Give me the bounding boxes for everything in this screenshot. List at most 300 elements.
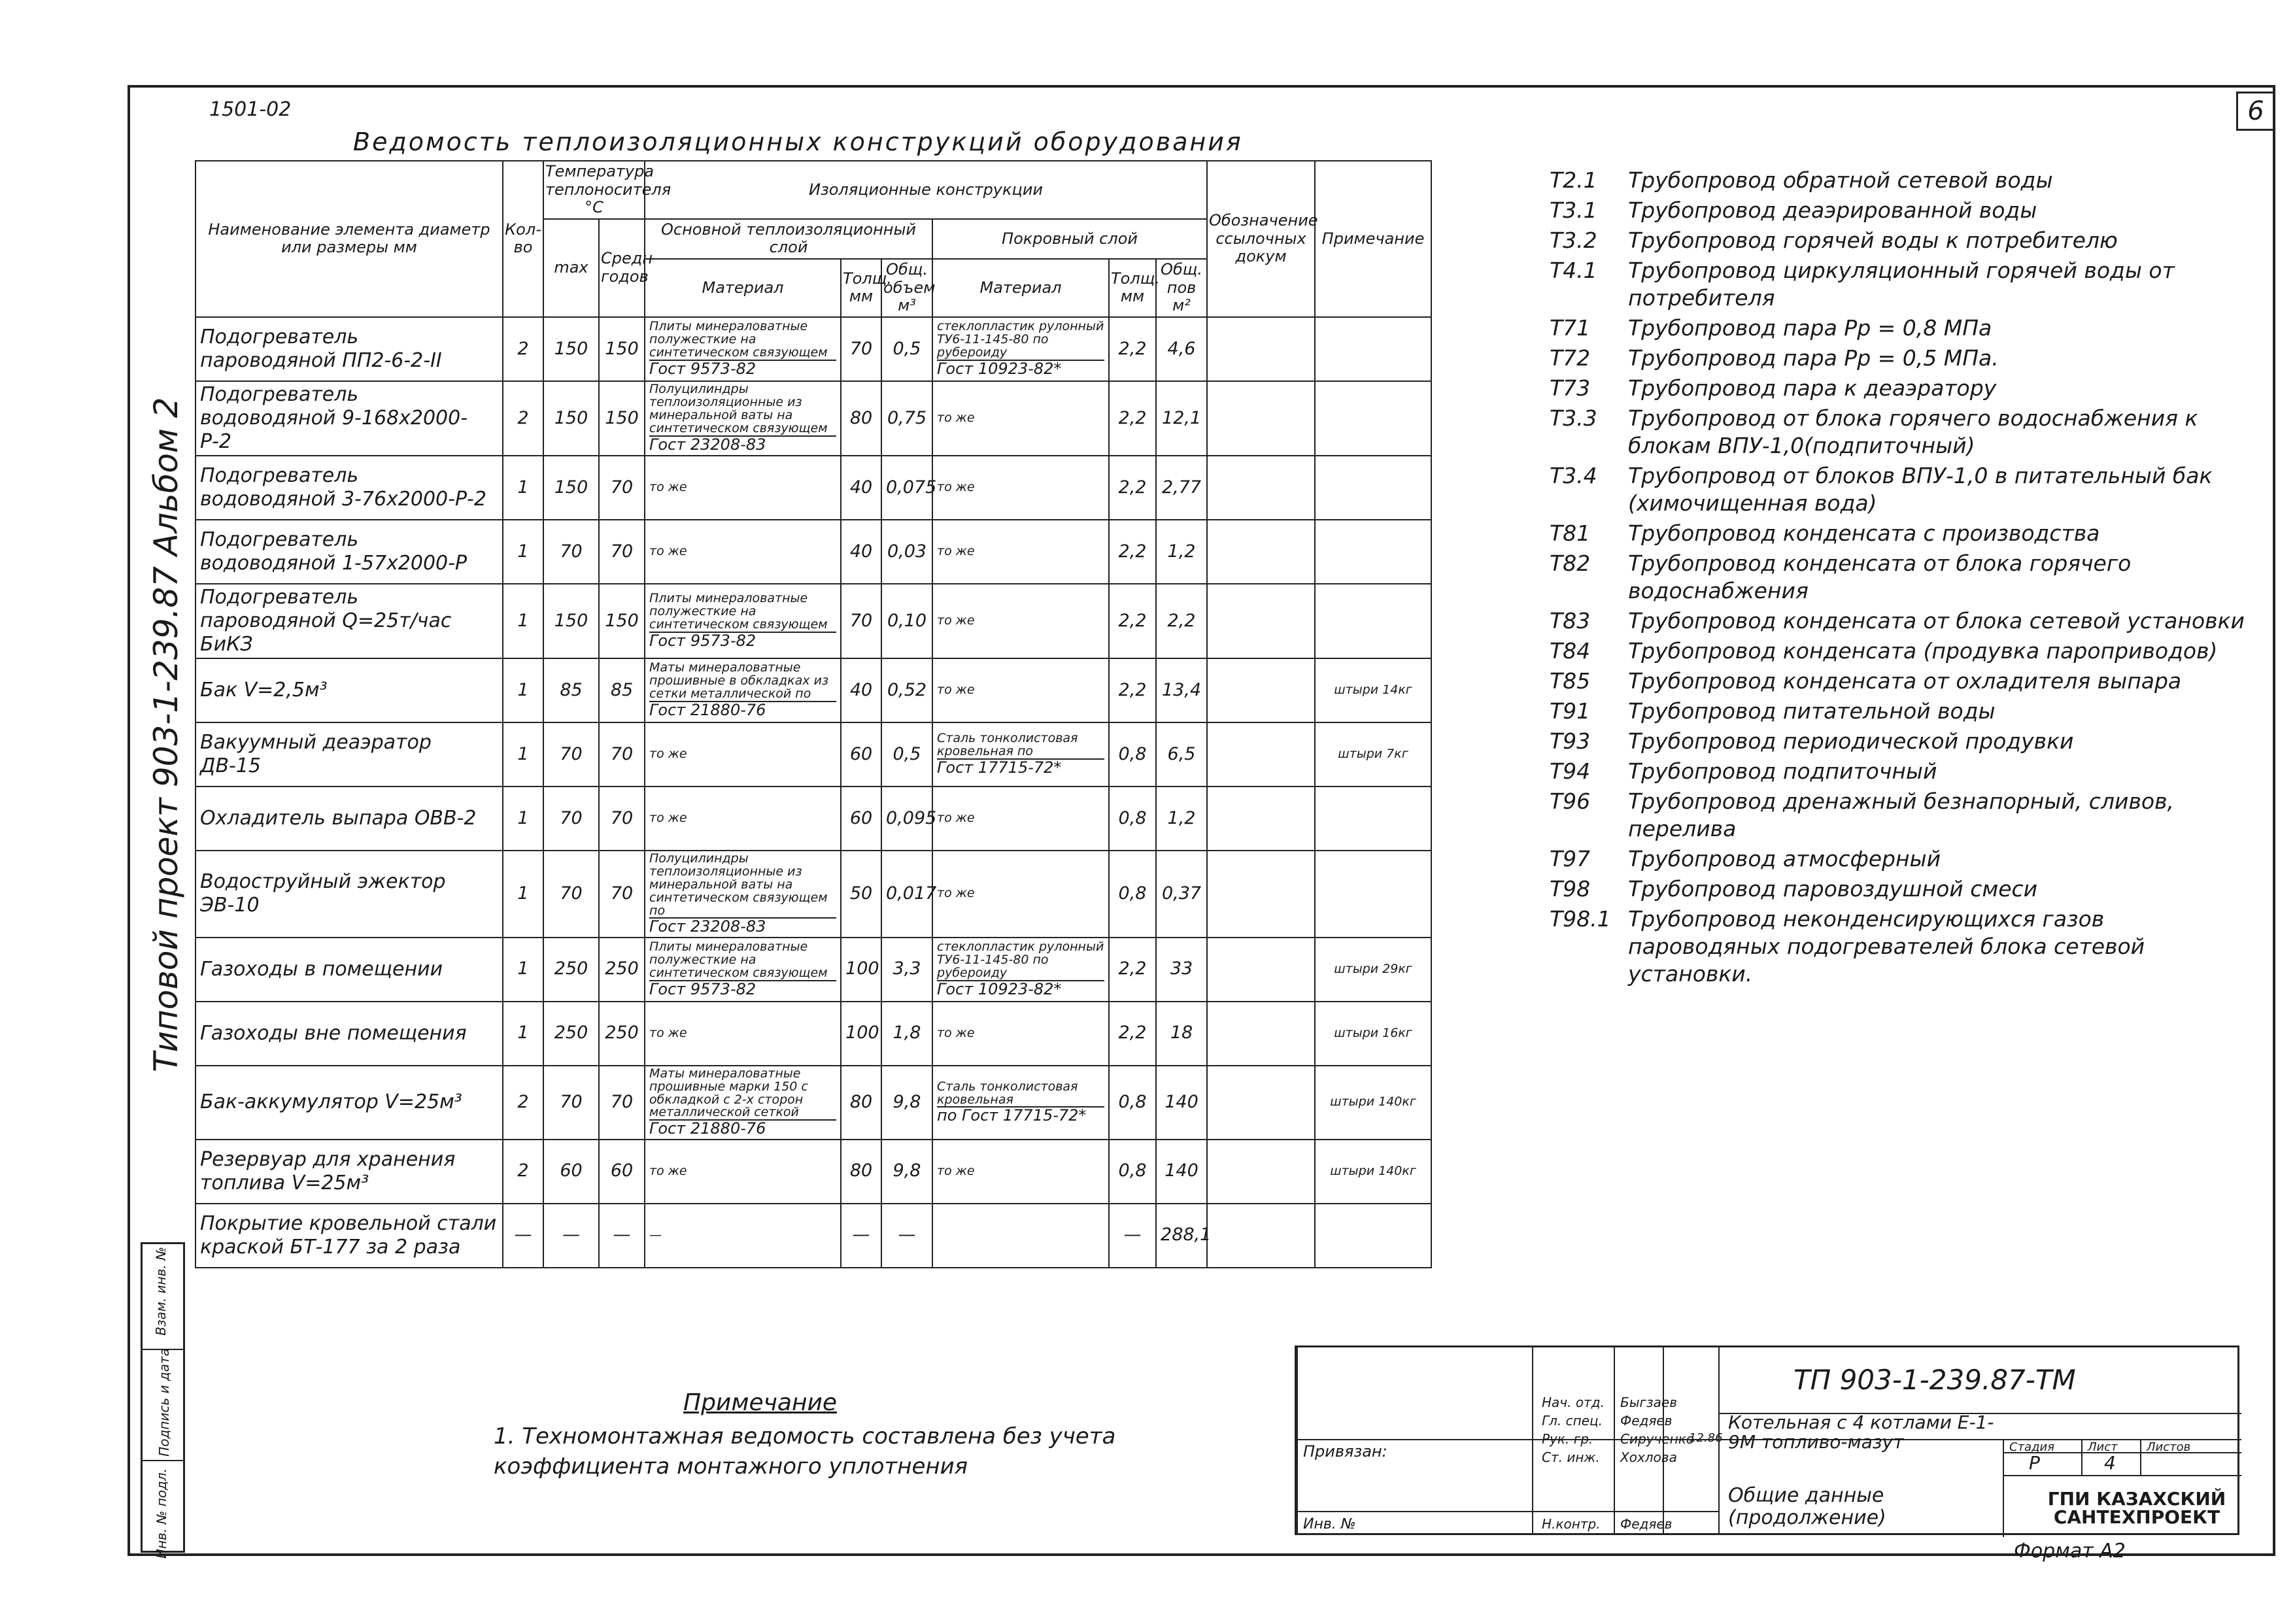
col-header-cover-material: Материал: [932, 259, 1109, 317]
cell-cover-material: [932, 317, 1109, 381]
cell-base-volume: 0,5: [881, 317, 932, 381]
legend-item: [1550, 550, 2256, 605]
legend-text: Трубопровод от блока горячего водоснабжения к блокам ВПУ-1,0(подпиточный): [1628, 405, 2198, 458]
cell-tmax: 150: [543, 584, 599, 658]
cell-base-material: [645, 787, 841, 851]
legend-text: Трубопровод циркуляционный горячей воды от потребителя: [1628, 258, 2175, 311]
cell-qty: 2: [503, 1066, 543, 1140]
cell-tmax: —: [543, 1204, 599, 1268]
cell-base-material: [645, 1204, 841, 1268]
col-header-insulation: Изоляционные конструкции: [645, 161, 1207, 219]
cell-cover-thickness: 2,2: [1109, 658, 1156, 722]
role-name: Федяев: [1620, 1516, 1673, 1532]
cell-tavg: 70: [599, 787, 645, 851]
legend-code: Т2.1: [1550, 167, 1597, 193]
legend-code: Т94: [1550, 758, 1591, 784]
cell-name: Подогреватель пароводяной ПП2-6-2-II: [196, 317, 503, 381]
cell-refs: [1207, 658, 1315, 722]
cell-base-thickness: 80: [841, 1066, 881, 1140]
cell-qty: 2: [503, 317, 543, 381]
cell-base-material: [645, 1002, 841, 1066]
cell-cover-material-text: то же: [937, 410, 975, 425]
cell-note: [1315, 851, 1431, 938]
cell-base-volume: 0,75: [881, 381, 932, 456]
cell-name: Подогреватель водоводяной 9-168х2000-Р-2: [196, 381, 503, 456]
cell-name: Покрытие кровельной стали краской БТ-177 за 2 раза: [196, 1204, 503, 1268]
legend-code: Т98.1: [1550, 906, 1611, 932]
col-header-cover-area: Общ. пов м²: [1156, 259, 1207, 317]
cell-base-volume: 0,52: [881, 658, 932, 722]
sheet-label: Лист: [2088, 1440, 2118, 1454]
cell-cover-material: [932, 1066, 1109, 1140]
cell-qty: 1: [503, 520, 543, 584]
cell-note: [1315, 520, 1431, 584]
col-header-temp: Температура теплоносителя °С: [543, 161, 645, 219]
col-header-tmax: max: [543, 219, 599, 317]
cell-base-thickness: 40: [841, 456, 881, 520]
cell-tavg: 250: [599, 1002, 645, 1066]
cell-cover-area: 6,5: [1156, 722, 1207, 787]
cell-qty: 1: [503, 851, 543, 938]
table-row: [196, 658, 1431, 722]
cell-base-material-text: Полуцилиндры теплоизоляционные из минеральной ваты на синтетическом связующем: [649, 382, 828, 436]
legend-text: Трубопровод конденсата с производства: [1628, 520, 2100, 546]
cell-name: Газоходы в помещении: [196, 938, 503, 1002]
cell-cover-area: 288,1: [1156, 1204, 1207, 1268]
role-name: Быгзаев: [1620, 1395, 1678, 1410]
cell-cover-thickness: —: [1109, 1204, 1156, 1268]
legend-item: [1550, 758, 2256, 785]
pipeline-legend: [1550, 167, 2256, 990]
col-header-qty: Кол-во: [503, 161, 543, 317]
cell-cover-material: [932, 938, 1109, 1002]
cell-cover-area: 33: [1156, 938, 1207, 1002]
cell-cover-material-text: Сталь тонколистовая кровельная по: [937, 731, 1078, 759]
legend-item: [1550, 788, 2256, 843]
cell-base-material-text: —: [649, 1227, 662, 1242]
legend-item: [1550, 167, 2256, 194]
legend-item: [1550, 875, 2256, 903]
legend-text: Трубопровод дренажный безнапорный, сливов, перелива: [1628, 788, 2175, 841]
cell-note: [1315, 787, 1431, 851]
role-label: Нач. отд.: [1542, 1395, 1605, 1410]
cell-cover-thickness: 0,8: [1109, 1140, 1156, 1204]
cell-tavg: 70: [599, 722, 645, 787]
cell-cover-material: [932, 722, 1109, 787]
cell-base-volume: 9,8: [881, 1140, 932, 1204]
cell-base-thickness: 80: [841, 1140, 881, 1204]
cell-cover-material: [932, 851, 1109, 938]
cell-base-material-text: то же: [649, 543, 687, 558]
legend-code: Т72: [1550, 345, 1591, 371]
cell-cover-material-text: то же: [937, 479, 975, 494]
cell-base-thickness: 40: [841, 520, 881, 584]
cell-refs: [1207, 1066, 1315, 1140]
legend-text: Трубопровод деаэрированной воды: [1628, 197, 2037, 223]
legend-code: Т3.3: [1550, 405, 1597, 431]
cell-base-thickness: 60: [841, 722, 881, 787]
role-label: Гл. спец.: [1542, 1413, 1603, 1429]
cell-base-thickness: 100: [841, 1002, 881, 1066]
cell-base-material-text: то же: [649, 479, 687, 494]
role-name: Хохлова: [1620, 1449, 1677, 1465]
cell-refs: [1207, 787, 1315, 851]
legend-text: Трубопровод конденсата (продувка пароприводов): [1628, 638, 2218, 664]
cell-cover-thickness: 0,8: [1109, 851, 1156, 938]
cell-base-volume: 1,8: [881, 1002, 932, 1066]
legend-code: Т81: [1550, 520, 1591, 546]
cell-tmax: 150: [543, 317, 599, 381]
stage-value: Р: [2029, 1452, 2040, 1474]
cell-base-thickness: —: [841, 1204, 881, 1268]
cell-cover-area: 13,4: [1156, 658, 1207, 722]
cell-note: [1315, 456, 1431, 520]
legend-item: [1550, 227, 2256, 254]
cell-cover-material-text: то же: [937, 1025, 975, 1040]
cell-base-material-standard: Гост 21880-76: [649, 701, 836, 719]
role-label: Рук. гр.: [1542, 1431, 1593, 1447]
cell-cover-material: [932, 1140, 1109, 1204]
legend-item: [1550, 607, 2256, 635]
cell-refs: [1207, 381, 1315, 456]
cell-name: Бак V=2,5м³: [196, 658, 503, 722]
cell-tavg: 150: [599, 381, 645, 456]
cell-base-material: [645, 722, 841, 787]
cell-cover-material-text: стеклопластик рулонный ТУ6-11-145-80 по рубероиду: [937, 319, 1104, 360]
cell-cover-thickness: 0,8: [1109, 787, 1156, 851]
legend-item: [1550, 314, 2256, 342]
cell-tmax: 70: [543, 1066, 599, 1140]
cell-base-thickness: 80: [841, 381, 881, 456]
legend-text: Трубопровод пара к деаэратору: [1628, 375, 1997, 401]
cell-base-thickness: 50: [841, 851, 881, 938]
table-row: [196, 851, 1431, 938]
cell-cover-material-text: то же: [937, 613, 975, 628]
cell-base-material: [645, 317, 841, 381]
cell-cover-material-text: то же: [937, 1163, 975, 1178]
cell-qty: 1: [503, 658, 543, 722]
cell-note: [1315, 1204, 1431, 1268]
cell-cover-area: 1,2: [1156, 520, 1207, 584]
cell-base-material-text: Плиты минераловатные полужесткие на синтетическом связующем: [649, 939, 828, 980]
cell-name: Вакуумный деаэратор ДВ-15: [196, 722, 503, 787]
cell-base-volume: 0,03: [881, 520, 932, 584]
cell-base-material-text: то же: [649, 810, 687, 825]
legend-text: Трубопровод периодической продувки: [1628, 728, 2074, 754]
cell-base-volume: 0,075: [881, 456, 932, 520]
cell-tmax: 150: [543, 456, 599, 520]
date-value: 12.86: [1689, 1431, 1723, 1445]
cell-qty: 2: [503, 1140, 543, 1204]
legend-text: Трубопровод пара Рр = 0,5 МПа.: [1628, 345, 1999, 371]
legend-item: [1550, 698, 2256, 725]
cell-base-volume: 3,3: [881, 938, 932, 1002]
series-code: 1501-02: [209, 98, 292, 121]
cell-tavg: —: [599, 1204, 645, 1268]
cell-qty: 1: [503, 456, 543, 520]
cell-tavg: 70: [599, 456, 645, 520]
note-block: [494, 1389, 1213, 1481]
cell-refs: [1207, 456, 1315, 520]
cell-name: Подогреватель водоводяной 3-76х2000-Р-2: [196, 456, 503, 520]
legend-text: Трубопровод атмосферный: [1628, 846, 1941, 871]
cell-cover-material: [932, 584, 1109, 658]
legend-code: Т71: [1550, 315, 1591, 341]
legend-item: [1550, 197, 2256, 224]
cell-base-material-standard: Гост 9573-82: [649, 632, 836, 649]
col-header-base-volume: Общ. объем м³: [881, 259, 932, 317]
cell-base-volume: 0,017: [881, 851, 932, 938]
cell-base-material-text: то же: [649, 746, 687, 761]
cell-base-material-standard: Гост 21880-76: [649, 1119, 836, 1137]
cell-tmax: 70: [543, 722, 599, 787]
cell-base-material-text: Полуцилиндры теплоизоляционные из минеральной ваты на синтетическом связующем по: [649, 851, 828, 918]
legend-code: Т83: [1550, 608, 1591, 634]
col-header-tavg: Средн годов: [599, 219, 645, 317]
insulation-table: [195, 160, 1432, 1268]
note-title: Примечание: [683, 1389, 838, 1416]
cell-cover-area: 4,6: [1156, 317, 1207, 381]
cell-tmax: 70: [543, 787, 599, 851]
cell-note: штыри 140кг: [1315, 1066, 1431, 1140]
col-header-cover-layer: Покровный слой: [932, 219, 1207, 259]
cell-qty: —: [503, 1204, 543, 1268]
legend-code: Т3.1: [1550, 197, 1597, 223]
cell-refs: [1207, 1204, 1315, 1268]
table-row: [196, 584, 1431, 658]
legend-item: [1550, 728, 2256, 755]
cell-cover-thickness: 2,2: [1109, 584, 1156, 658]
cell-base-thickness: 70: [841, 584, 881, 658]
cell-qty: 1: [503, 722, 543, 787]
cell-tmax: 70: [543, 520, 599, 584]
legend-code: Т97: [1550, 846, 1591, 871]
legend-item: [1550, 375, 2256, 402]
table-row: [196, 1140, 1431, 1204]
cell-cover-material-text: Сталь тонколистовая кровельная: [937, 1079, 1078, 1107]
cell-base-material: [645, 851, 841, 938]
role-name: Сирученко: [1620, 1431, 1695, 1447]
cell-base-material: [645, 520, 841, 584]
doc-code: ТП 903-1-239.87-ТМ: [1794, 1364, 2076, 1396]
legend-code: Т98: [1550, 876, 1591, 902]
legend-item: [1550, 345, 2256, 372]
cell-cover-material: [932, 1204, 1109, 1268]
table-row: [196, 1204, 1431, 1268]
legend-text: Трубопровод паровоздушной смеси: [1628, 876, 2038, 902]
table-row: [196, 381, 1431, 456]
cell-name: Газоходы вне помещения: [196, 1002, 503, 1066]
cell-qty: 1: [503, 938, 543, 1002]
cell-note: [1315, 317, 1431, 381]
col-header-base-thickness: Толщ. мм: [841, 259, 881, 317]
cell-note: [1315, 584, 1431, 658]
cell-base-volume: 0,5: [881, 722, 932, 787]
cell-note: [1315, 381, 1431, 456]
col-header-base-layer: Основной теплоизоляционный слой: [645, 219, 932, 259]
legend-text: Трубопровод обратной сетевой воды: [1628, 167, 2053, 193]
cell-note: штыри 16кг: [1315, 1002, 1431, 1066]
cell-cover-area: 18: [1156, 1002, 1207, 1066]
table-row: [196, 787, 1431, 851]
cell-tmax: 60: [543, 1140, 599, 1204]
cell-base-material-text: Плиты минераловатные полужесткие на синтетическом связующем: [649, 319, 828, 360]
cell-cover-material-text: то же: [937, 886, 975, 901]
cell-refs: [1207, 722, 1315, 787]
cell-tmax: 250: [543, 1002, 599, 1066]
legend-text: Трубопровод неконденсирующихся газов пароводяных подогревателей блока сетевой установки.: [1628, 906, 2145, 987]
cell-name: Подогреватель пароводяной Q=25т/час БиКЗ: [196, 584, 503, 658]
cell-tavg: 250: [599, 938, 645, 1002]
legend-item: [1550, 520, 2256, 547]
col-header-cover-thickness: Толщ. мм: [1109, 259, 1156, 317]
cell-name: Бак-аккумулятор V=25м³: [196, 1066, 503, 1140]
legend-text: Трубопровод от блоков ВПУ-1,0 в питательный бак (химочищенная вода): [1628, 463, 2213, 516]
cell-cover-area: 0,37: [1156, 851, 1207, 938]
cell-cover-thickness: 2,2: [1109, 317, 1156, 381]
page-tag: 6: [2236, 92, 2275, 131]
cell-name: Резервуар для хранения топлива V=25м³: [196, 1140, 503, 1204]
cell-note: штыри 7кг: [1315, 722, 1431, 787]
cell-base-material: [645, 658, 841, 722]
cell-cover-thickness: 2,2: [1109, 520, 1156, 584]
cell-tmax: 150: [543, 381, 599, 456]
cell-base-material-standard: Гост 23208-83: [649, 917, 836, 935]
role-label: Ст. инж.: [1542, 1449, 1600, 1465]
cell-cover-area: 2,2: [1156, 584, 1207, 658]
legend-item: [1550, 462, 2256, 517]
cell-cover-material: [932, 658, 1109, 722]
col-header-base-material: Материал: [645, 259, 841, 317]
legend-item: [1550, 845, 2256, 873]
cell-base-material-standard: Гост 23208-83: [649, 435, 836, 453]
cell-qty: 2: [503, 381, 543, 456]
cell-base-material-standard: Гост 9573-82: [649, 980, 836, 998]
cell-base-material-text: Маты минераловатные прошивные марки 150 с обкладкой с 2-х сторон металлической сеткой: [649, 1066, 808, 1120]
cell-cover-material-standard: по Гост 17715-72*: [937, 1106, 1104, 1124]
table-row: [196, 317, 1431, 381]
cell-refs: [1207, 317, 1315, 381]
cell-cover-material-text: то же: [937, 810, 975, 825]
cell-base-material-text: Плиты минераловатные полужесткие на синтетическом связующем: [649, 591, 828, 632]
side-stamp-label: Взам. инв. №: [152, 1247, 169, 1336]
cell-cover-material: [932, 787, 1109, 851]
cell-cover-area: 12,1: [1156, 381, 1207, 456]
legend-text: Трубопровод подпиточный: [1628, 758, 1937, 784]
cell-note: штыри 14кг: [1315, 658, 1431, 722]
cell-base-material-text: то же: [649, 1163, 687, 1178]
cell-cover-material: [932, 1002, 1109, 1066]
project-name: Котельная с 4 котлами Е-1-9М топливо-мазут: [1728, 1412, 1994, 1453]
cell-base-material-standard: Гост 9573-82: [649, 360, 836, 377]
cell-cover-thickness: 0,8: [1109, 722, 1156, 787]
cell-cover-area: 2,77: [1156, 456, 1207, 520]
table-row: [196, 1002, 1431, 1066]
cell-tmax: 250: [543, 938, 599, 1002]
legend-code: Т85: [1550, 668, 1591, 694]
cell-tavg: 70: [599, 520, 645, 584]
cell-tmax: 85: [543, 658, 599, 722]
legend-text: Трубопровод горячей воды к потребителю: [1628, 228, 2118, 253]
cell-refs: [1207, 1002, 1315, 1066]
legend-code: Т4.1: [1550, 258, 1597, 283]
cell-name: Водоструйный эжектор ЭВ-10: [196, 851, 503, 938]
col-header-name: Наименование элемента диаметр или размеры мм: [196, 161, 503, 317]
cell-cover-material-text: то же: [937, 543, 975, 558]
cell-cover-area: 140: [1156, 1140, 1207, 1204]
legend-code: Т3.4: [1550, 463, 1597, 488]
cell-cover-thickness: 2,2: [1109, 456, 1156, 520]
legend-item: [1550, 905, 2256, 988]
document-title: Ведомость теплоизоляционных конструкций оборудования: [353, 127, 1243, 156]
sheets-label: Листов: [2147, 1440, 2191, 1454]
side-stamp-label: Инв. № подл.: [153, 1468, 169, 1559]
cell-base-material: [645, 584, 841, 658]
cell-base-material: [645, 456, 841, 520]
cell-cover-area: 140: [1156, 1066, 1207, 1140]
cell-refs: [1207, 520, 1315, 584]
inv-label: Инв. №: [1303, 1516, 1356, 1532]
cell-cover-material: [932, 381, 1109, 456]
cell-base-material: [645, 381, 841, 456]
cell-cover-thickness: 0,8: [1109, 1066, 1156, 1140]
legend-code: Т91: [1550, 698, 1591, 724]
legend-text: Трубопровод питательной воды: [1628, 698, 1996, 724]
cell-cover-thickness: 2,2: [1109, 938, 1156, 1002]
cell-base-material: [645, 1066, 841, 1140]
cell-cover-material-text: то же: [937, 682, 975, 697]
cell-name: Охладитель выпара ОВВ-2: [196, 787, 503, 851]
cell-cover-thickness: 2,2: [1109, 381, 1156, 456]
table-row: [196, 1066, 1431, 1140]
cell-base-thickness: 70: [841, 317, 881, 381]
sheet-value: 4: [2104, 1452, 2116, 1474]
legend-item: [1550, 637, 2256, 665]
legend-code: Т73: [1550, 375, 1591, 401]
cell-base-volume: 9,8: [881, 1066, 932, 1140]
legend-code: Т84: [1550, 638, 1591, 664]
legend-text: Трубопровод конденсата от охладителя выпара: [1628, 668, 2182, 694]
cell-base-material-text: Маты минераловатные прошивные в обкладках из сетки металлической по: [649, 660, 829, 702]
legend-item: [1550, 257, 2256, 312]
cell-cover-material-standard: Гост 10923-82*: [937, 980, 1104, 998]
legend-text: Трубопровод пара Рр = 0,8 МПа: [1628, 315, 1992, 341]
table-body: [196, 317, 1431, 1268]
cell-tavg: 150: [599, 317, 645, 381]
col-header-note: Примечание: [1315, 161, 1431, 317]
format-label: Формат А2: [2014, 1540, 2126, 1563]
cell-base-thickness: 40: [841, 658, 881, 722]
organization: ГПИ КАЗАХСКИЙ САНТЕХПРОЕКТ: [2047, 1488, 2226, 1528]
cell-refs: [1207, 851, 1315, 938]
bound-label: Привязан:: [1303, 1442, 1387, 1461]
cell-base-material-text: то же: [649, 1025, 687, 1040]
cell-qty: 1: [503, 1002, 543, 1066]
col-header-refs: Обозначение ссылочных докум: [1207, 161, 1315, 317]
cell-cover-material-text: стеклопластик рулонный ТУ6-11-145-80 по рубероиду: [937, 939, 1104, 980]
cell-base-volume: 0,095: [881, 787, 932, 851]
cell-tavg: 85: [599, 658, 645, 722]
role-label: Н.контр.: [1542, 1516, 1601, 1532]
cell-base-volume: 0,10: [881, 584, 932, 658]
cell-base-thickness: 60: [841, 787, 881, 851]
table-row: [196, 456, 1431, 520]
role-name: Федяев: [1620, 1413, 1673, 1429]
cell-tavg: 150: [599, 584, 645, 658]
cell-cover-thickness: 2,2: [1109, 1002, 1156, 1066]
cell-base-thickness: 100: [841, 938, 881, 1002]
cell-cover-material: [932, 520, 1109, 584]
